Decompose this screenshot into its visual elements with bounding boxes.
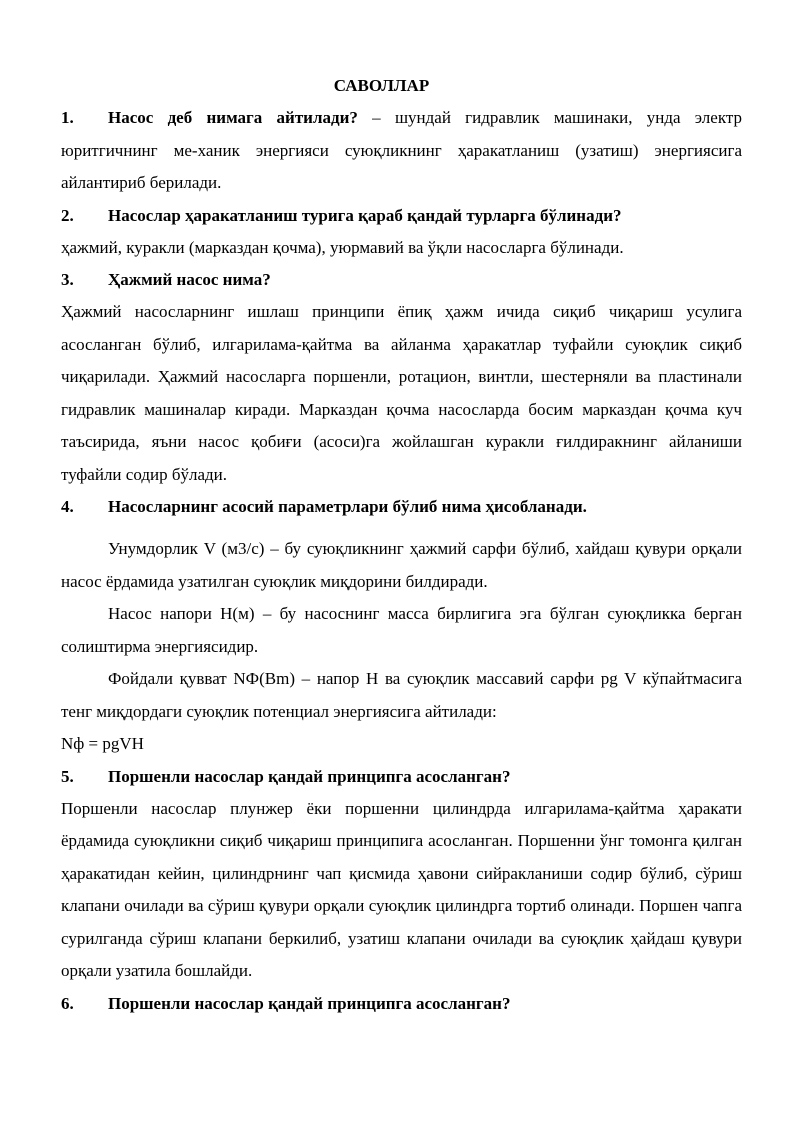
question-2 [61, 200, 742, 232]
question-5-text: Поршенли насослар қандай принципга асосланган? [108, 766, 511, 786]
question-4-text: Насосларнинг асосий параметрлари бўлиб нима ҳисобланади. [108, 497, 587, 516]
question-3 [61, 264, 742, 296]
question-5 [61, 761, 742, 793]
question-5-number: 5. [61, 766, 74, 786]
answer-3-text: Ҳажмий насосларнинг ишлаш принципи ёпиқ ҳажм ичида сиқиб чиқариш усулига асосланган бўлиб, илгарилама-қайтма ва айланма ҳаракатлар туфайли суюқлик сиқиб чиқарилади. Ҳажмий насосларга поршенли, ротацион, винтли, шестерняли ва пластинали гидравлик машиналар киради. Марказдан қочма насосларда босим марказдан қочма куч таъсирида, яъни насос қобиғи (асоси)га жойлашган куракли ғилдиракнинг айланиши туфайли содир бўлади. [61, 302, 742, 484]
question-6 [61, 988, 742, 1020]
question-3-text: Ҳажмий насос нима? [108, 270, 271, 289]
document-page [61, 70, 742, 1020]
question-4 [61, 491, 742, 523]
question-4-number: 4. [61, 497, 74, 516]
question-6-text: Поршенли насослар қандай принципга асосланган? [108, 993, 511, 1013]
question-1-number: 1. [61, 108, 74, 127]
answer-4-formula: Nф = pgVH [61, 734, 144, 753]
answer-2-text: ҳажмий, куракли (марказдан қочма), уюрмавий ва ўқли насосларга бўлинади. [61, 237, 624, 257]
question-6-number: 6. [61, 993, 74, 1013]
page-title: САВОЛЛАР [333, 76, 430, 95]
answer-5-text: Поршенли насослар плунжер ёки поршенни цилиндрда илгарилама-қайтма ҳаракати ёрдамида суюқликни сиқиб чиқариш принципига асосланган. Поршенни ўнг томонга қилган ҳаракатидан кейин, цилиндрнинг чап қисмида ҳавони сийракланиши содир бўлиб, сўриш клапани очилади ва сўриш қувури орқали суюқлик цилиндрга тортиб олинади. Поршен чапга сурилганда сўриш клапани беркилиб, узатиш клапани очилади ва суюқлик ҳайдаш қувури орқали узатила бошлайди. [61, 798, 742, 980]
answer-4-paragraph-2: Насос напори Н(м) – бу насоснинг масса бирлигига эга бўлган суюқликка берган солиштирма энергиясидир. [61, 604, 742, 656]
question-2-number: 2. [61, 205, 74, 225]
answer-4-paragraph-3: Фойдали қувват NФ(Вm) – напор Н ва суюқлик массавий сарфи pg V кўпайтмасига тенг миқдордаги суюқлик потенциал энергиясига айтилади: [61, 669, 742, 721]
question-2-text: Насослар ҳаракатланиш турига қараб қандай турларга бўлинади? [108, 205, 622, 225]
question-1-block [61, 102, 742, 200]
question-3-number: 3. [61, 270, 74, 289]
answer-1-text: – шундай гидравлик машинаки, унда электр юритгичнинг ме-ханик энергияси суюқликнинг ҳаракатланиш (узатиш) энергиясига айлантириб берилади. [61, 108, 742, 192]
answer-4-paragraph-1: Унумдорлик V (м3/с) – бу суюқликнинг ҳажмий сарфи бўлиб, хайдаш қувури орқали насос ёрдамида узатилган суюқлик миқдорини билдиради. [61, 539, 742, 591]
question-1-text: Насос деб нимага айтилади? [108, 108, 358, 127]
